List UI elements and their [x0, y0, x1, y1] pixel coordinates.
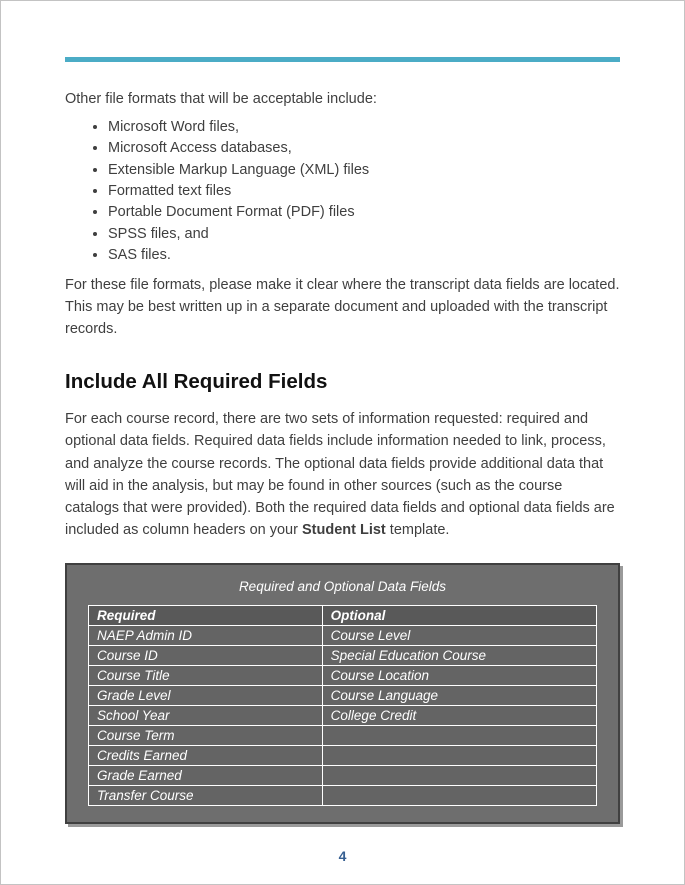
- required-cell: NAEP Admin ID: [89, 625, 323, 645]
- file-format-item: • Formatted text files: [108, 181, 620, 202]
- page-content: [1, 57, 684, 864]
- required-cell: Transfer Course: [89, 785, 323, 805]
- file-format-item: • Microsoft Word files,: [108, 117, 620, 138]
- table-row: [89, 745, 597, 765]
- section-paragraph-text: For each course record, there are two sets of information requested: required and optional data fields. Required data fields include information needed to link, process, and analyze the course records. The optional data fields provide additional data that will aid in the analysis, but may be found in other sources (such as the course catalogs that were provided). Both the required data fields and optional data fields are included as column headers on your: [65, 411, 615, 538]
- required-cell: School Year: [89, 705, 323, 725]
- data-table-body: [89, 625, 597, 805]
- table-title: Required and Optional Data Fields: [238, 578, 447, 594]
- page-number: 4: [338, 847, 347, 864]
- required-cell: Course Title: [89, 665, 323, 685]
- file-format-item: • SPSS files, and: [108, 224, 620, 245]
- file-format-item: • Microsoft Access databases,: [108, 138, 620, 159]
- required-cell: Grade Earned: [89, 765, 323, 785]
- table-row: [89, 665, 597, 685]
- required-cell: Course ID: [89, 645, 323, 665]
- section-paragraph-tail: template.: [385, 521, 450, 538]
- data-fields-table-panel: [65, 563, 620, 824]
- optional-cell: Special Education Course: [322, 645, 596, 665]
- file-format-item: • Portable Document Format (PDF) files: [108, 202, 620, 223]
- optional-cell: [322, 765, 596, 785]
- optional-cell: Course Location: [322, 665, 596, 685]
- required-cell: Grade Level: [89, 685, 323, 705]
- optional-column-header: Optional: [322, 605, 596, 625]
- file-format-item: • Extensible Markup Language (XML) files: [108, 160, 620, 181]
- intro-after-text: For these file formats, please make it clear where the transcript data fields are located. This may be best written up in a separate document and uploaded with the transcript records.: [65, 277, 620, 337]
- intro-lead-text: Other file formats that will be acceptable include:: [65, 91, 377, 107]
- file-format-item: • SAS files.: [108, 245, 620, 266]
- table-row: [89, 765, 597, 785]
- required-cell: Course Term: [89, 725, 323, 745]
- optional-cell: Course Level: [322, 625, 596, 645]
- file-formats-list: [65, 117, 620, 266]
- section-heading: Include All Required Fields: [65, 370, 328, 394]
- section-paragraph: [65, 408, 620, 540]
- table-row: [89, 645, 597, 665]
- student-list-bold: Student List: [301, 521, 386, 538]
- data-fields-table: [88, 605, 597, 806]
- table-row: [89, 685, 597, 705]
- table-row: [89, 625, 597, 645]
- table-row: [89, 785, 597, 805]
- table-row: [89, 725, 597, 745]
- table-row: [89, 705, 597, 725]
- optional-cell: College Credit: [322, 705, 596, 725]
- optional-cell: [322, 785, 596, 805]
- header-accent-rule: [65, 57, 620, 62]
- required-column-header: Required: [89, 605, 323, 625]
- required-cell: Credits Earned: [89, 745, 323, 765]
- optional-cell: [322, 745, 596, 765]
- optional-cell: Course Language: [322, 685, 596, 705]
- optional-cell: [322, 725, 596, 745]
- table-header-row: [89, 605, 597, 625]
